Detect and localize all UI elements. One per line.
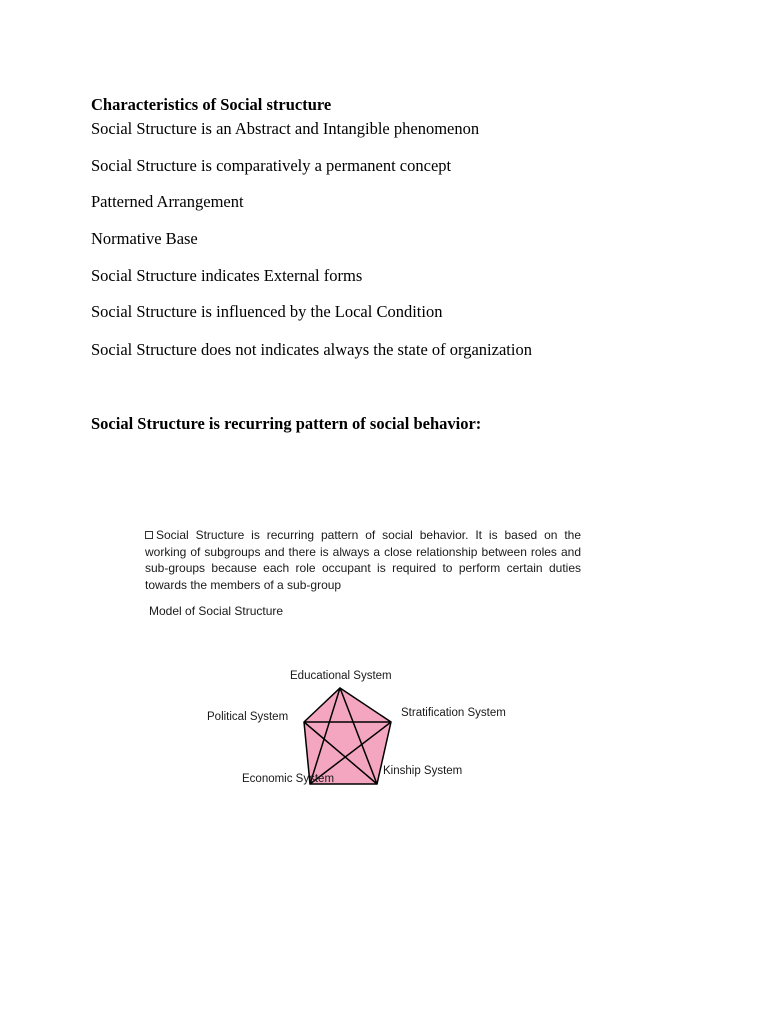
characteristic-item-6: Social Structure is influenced by the Local Condition bbox=[91, 302, 443, 321]
characteristic-item-2: Social Structure is comparatively a permanent concept bbox=[91, 156, 452, 175]
figure-paragraph-text: Social Structure is recurring pattern of social behavior. It is based on the working of subgroups and there is always a close relationship between roles and sub-groups because each role occupant is required to perform certain duties towards the members of a sub-group bbox=[145, 528, 581, 592]
pentagon-shape bbox=[304, 688, 391, 784]
characteristic-item-7: Social Structure does not indicates always the state of organization bbox=[91, 340, 532, 359]
label-stratification-system: Stratification System bbox=[401, 707, 506, 719]
label-political-system: Political System bbox=[207, 711, 289, 723]
label-educational-system: Educational System bbox=[290, 670, 392, 682]
characteristic-item-1: Social Structure is an Abstract and Intangible phenomenon bbox=[91, 119, 480, 138]
model-title: Model of Social Structure bbox=[149, 604, 284, 618]
characteristic-item-5: Social Structure indicates External forms bbox=[91, 266, 363, 285]
characteristic-item-3: Patterned Arrangement bbox=[91, 192, 244, 211]
label-kinship-system: Kinship System bbox=[383, 765, 463, 777]
characteristic-item-4: Normative Base bbox=[91, 229, 198, 248]
section-subheading: Social Structure is recurring pattern of social behavior: bbox=[91, 414, 482, 433]
section-heading: Characteristics of Social structure bbox=[91, 95, 332, 114]
label-economic-system: Economic System bbox=[242, 773, 335, 785]
